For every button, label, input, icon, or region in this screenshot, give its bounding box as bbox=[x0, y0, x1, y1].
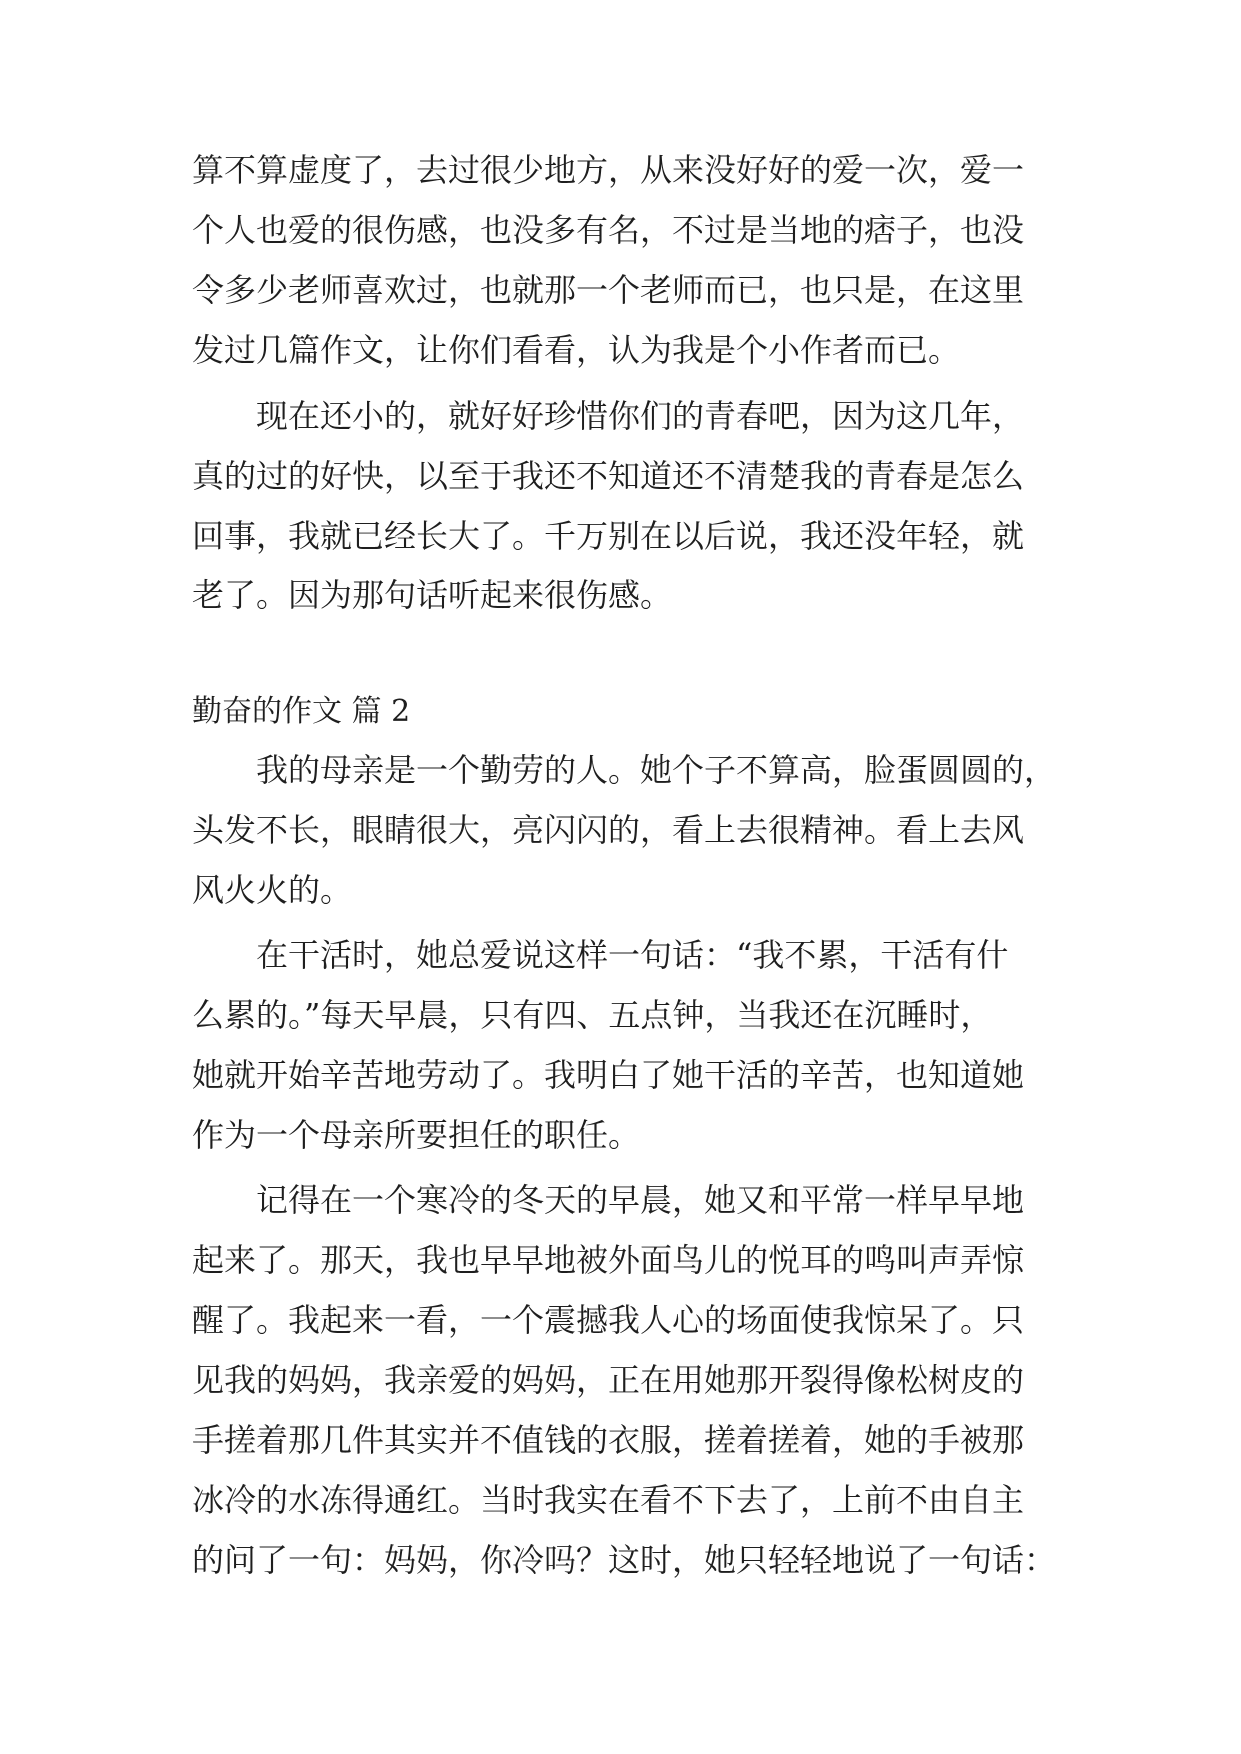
paragraph-2-line-3: 回事，我就已经长大了。千万别在以后说，我还没年轻，就 bbox=[192, 517, 1025, 555]
paragraph-1-line-4: 发过几篇作文，让你们看看，认为我是个小作者而已。 bbox=[192, 331, 961, 369]
paragraph-2-line-2: 真的过的好快，以至于我还不知道还不清楚我的青春是怎么 bbox=[192, 457, 1025, 495]
paragraph-5-line-7: 的问了一句：妈妈，你冷吗？这时，她只轻轻地说了一句话： bbox=[192, 1541, 1057, 1579]
paragraph-1-line-1: 算不算虚度了，去过很少地方，从来没好好的爱一次，爱一 bbox=[192, 151, 1025, 189]
paragraph-2-line-1: 现在还小的，就好好珍惜你们的青春吧，因为这几年， bbox=[256, 397, 1025, 435]
paragraph-1-line-2: 个人也爱的很伤感，也没多有名，不过是当地的痞子，也没 bbox=[192, 211, 1025, 249]
paragraph-4-line-4: 作为一个母亲所要担任的职任。 bbox=[192, 1116, 641, 1154]
section-heading: 勤奋的作文 篇 2 bbox=[192, 694, 411, 729]
paragraph-4-line-1: 在干活时，她总爱说这样一句话：“我不累，干活有什 bbox=[256, 936, 1009, 974]
paragraph-5-line-2: 起来了。那天，我也早早地被外面鸟儿的悦耳的鸣叫声弄惊 bbox=[192, 1241, 1025, 1279]
paragraph-4-line-2: 么累的。”每天早晨，只有四、五点钟，当我还在沉睡时， bbox=[192, 996, 993, 1034]
paragraph-5-line-1: 记得在一个寒冷的冬天的早晨，她又和平常一样早早地 bbox=[256, 1181, 1025, 1219]
paragraph-4-line-3: 她就开始辛苦地劳动了。我明白了她干活的辛苦，也知道她 bbox=[192, 1056, 1025, 1094]
paragraph-3-line-1: 我的母亲是一个勤劳的人。她个子不算高，脸蛋圆圆的， bbox=[256, 751, 1057, 789]
paragraph-2-line-4: 老了。因为那句话听起来很伤感。 bbox=[192, 576, 673, 614]
paragraph-5-line-3: 醒了。我起来一看，一个震撼我人心的场面使我惊呆了。只 bbox=[192, 1301, 1025, 1339]
paragraph-5-line-6: 冰冷的水冻得通红。当时我实在看不下去了，上前不由自主 bbox=[192, 1481, 1025, 1519]
paragraph-1-line-3: 令多少老师喜欢过，也就那一个老师而已，也只是，在这里 bbox=[192, 271, 1025, 309]
paragraph-5-line-4: 见我的妈妈，我亲爱的妈妈，正在用她那开裂得像松树皮的 bbox=[192, 1361, 1025, 1399]
paragraph-5-line-5: 手搓着那几件其实并不值钱的衣服，搓着搓着，她的手被那 bbox=[192, 1421, 1025, 1459]
paragraph-3-line-2: 头发不长，眼睛很大，亮闪闪的，看上去很精神。看上去风 bbox=[192, 811, 1025, 849]
paragraph-3-line-3: 风火火的。 bbox=[192, 871, 353, 909]
